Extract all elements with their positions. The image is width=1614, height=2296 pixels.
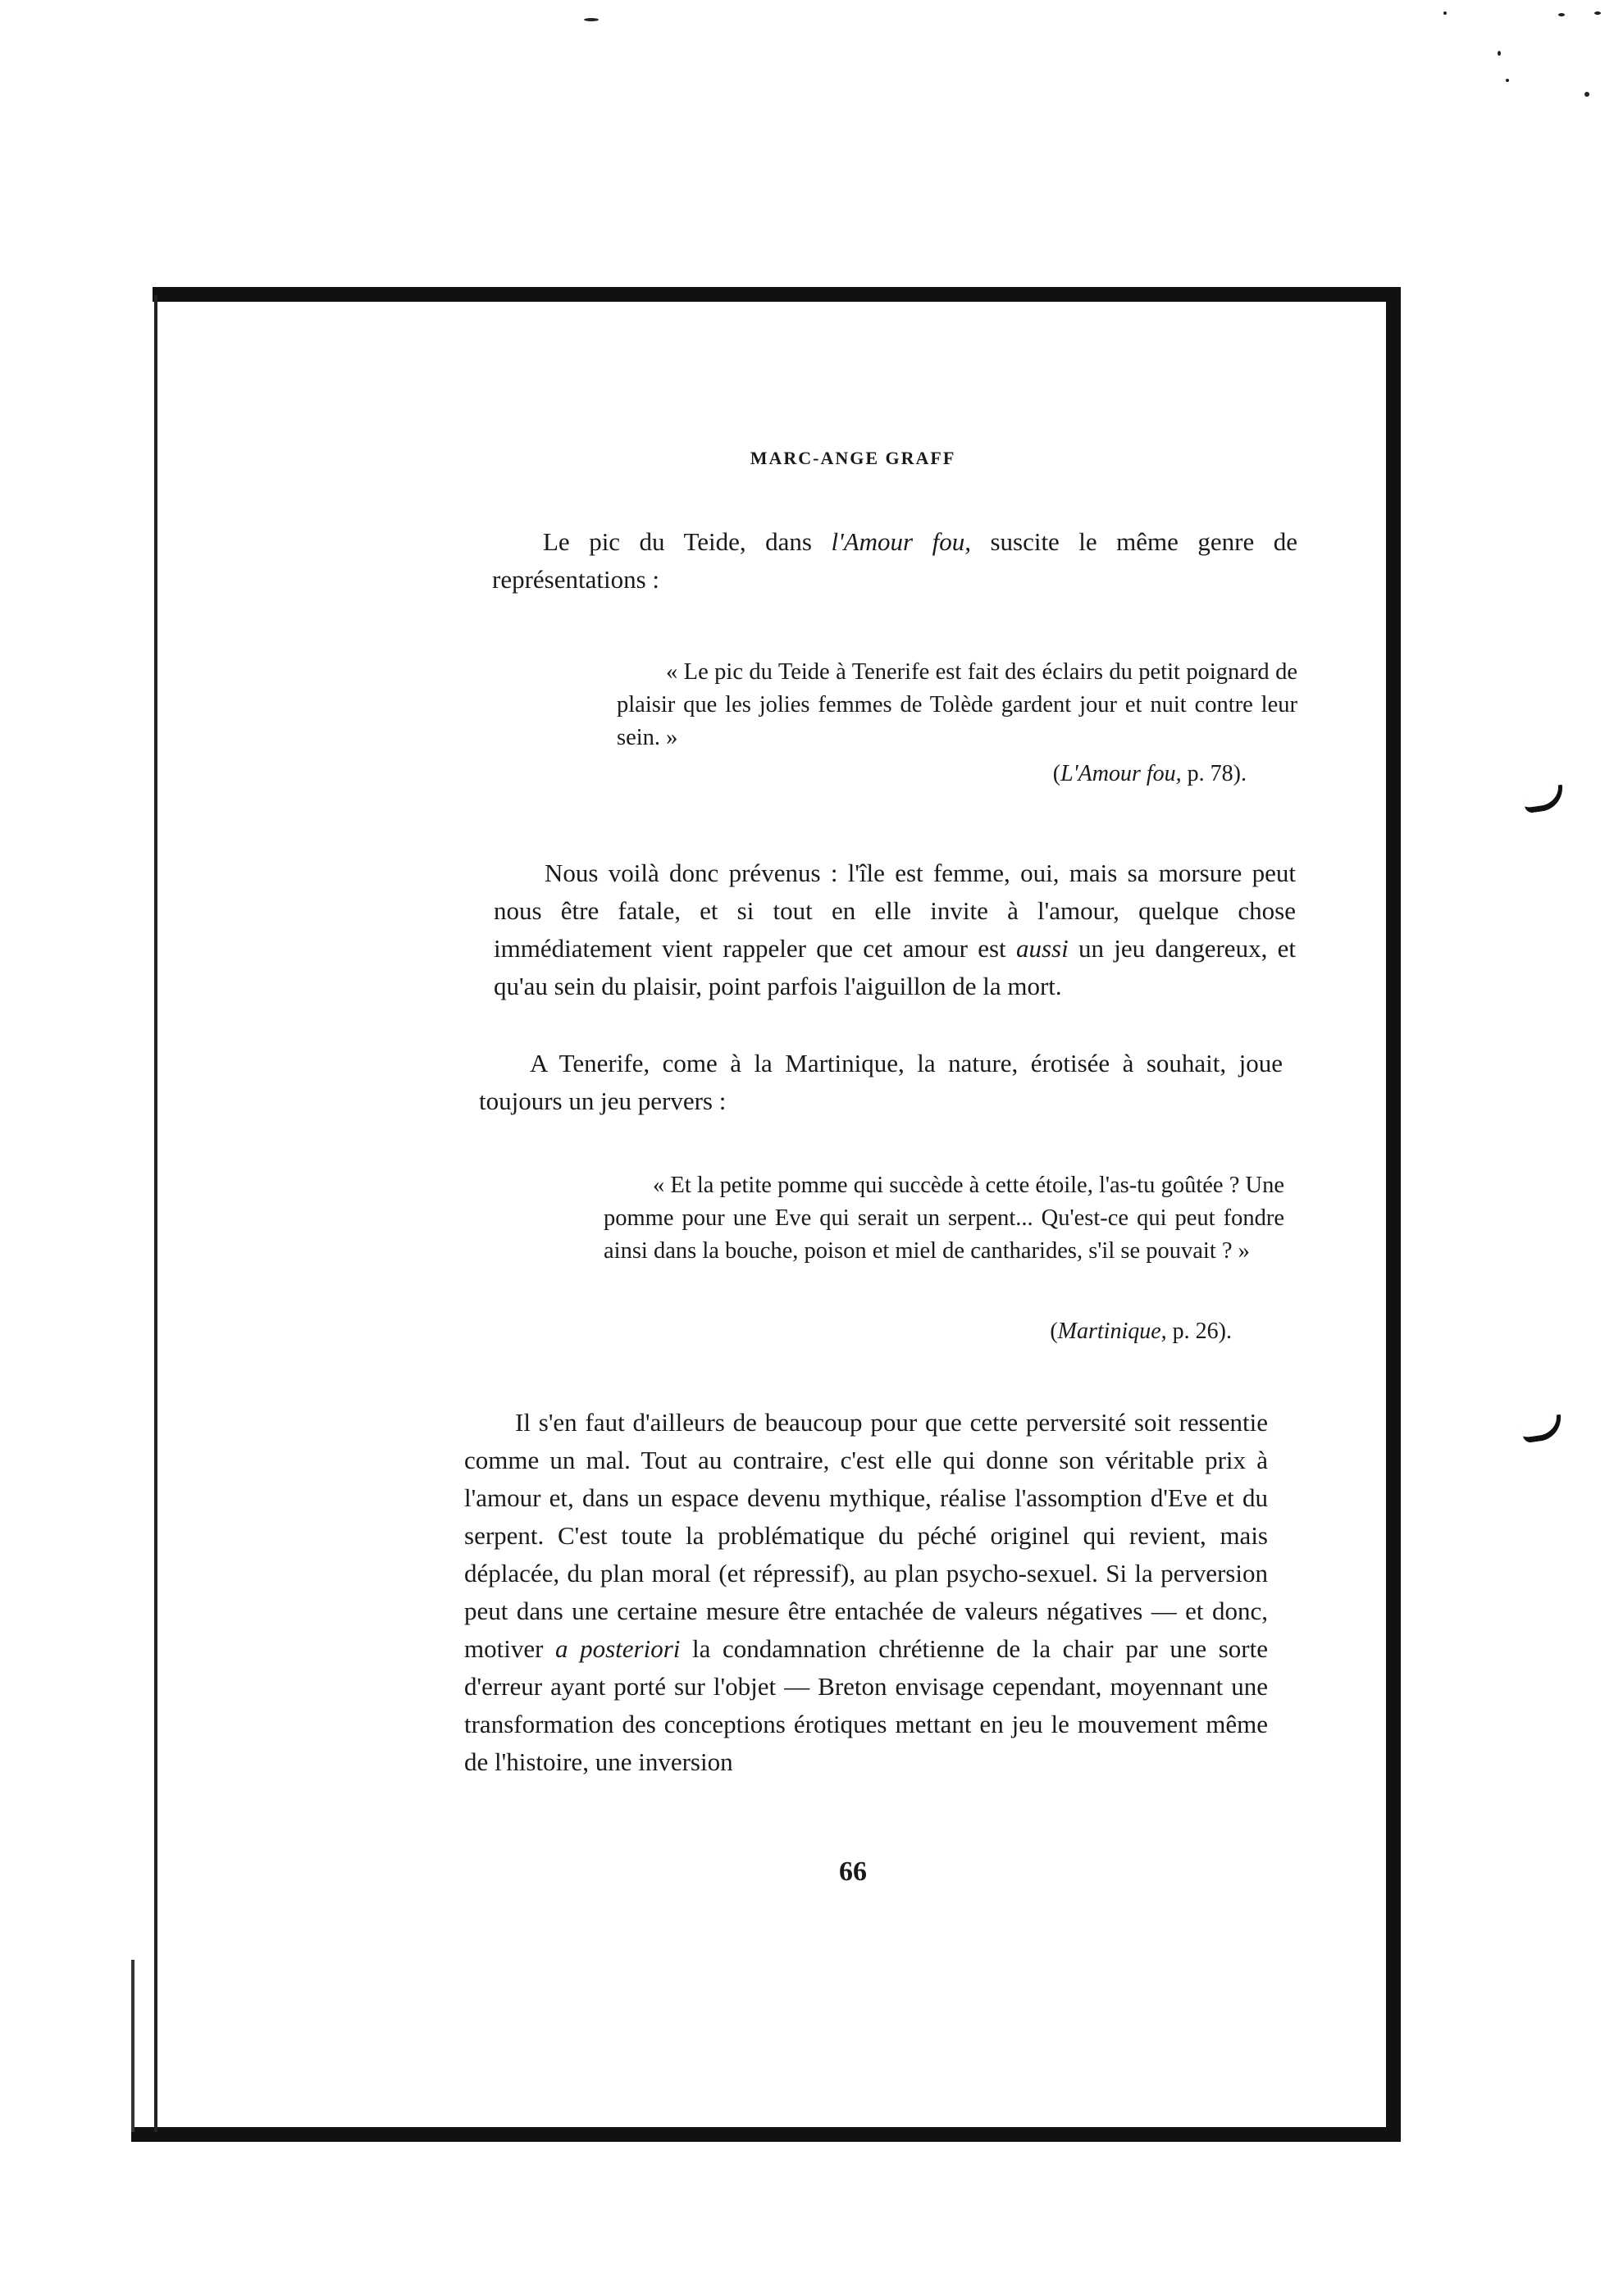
- scan-speck: [1506, 79, 1509, 82]
- paragraph-warning: Nous voilà donc prévenus : l'île est femme, oui, mais sa morsure peut nous être fatale, et si tout en elle invite à l'amour, quelque chose immédiatement vient rappeler que cet amour est aussi un jeu dangereux, et qu'au sein du plaisir, point parfois l'aiguillon de la mort.: [494, 859, 1296, 1000]
- block-quote-martinique: « Et la petite pomme qui succède à cette étoile, l'as-tu goûtée ? Une pomme pour une Eve qui serait un serpent... Qu'est-ce qui peut fondre ainsi dans la bouche, poison et miel de cantharides, s'il se pouvait ? »: [604, 1173, 1284, 1264]
- scan-speck: [1584, 92, 1589, 97]
- citation-martinique: (Martinique, p. 26).: [1050, 1319, 1232, 1344]
- running-head: MARC-ANGE GRAFF: [750, 448, 956, 468]
- scan-border-bottom: [131, 2127, 1401, 2142]
- scan-speck: [1443, 11, 1447, 15]
- scan-border-top: [153, 287, 1401, 302]
- scan-speck: [1498, 51, 1501, 56]
- page-number: 66: [839, 1856, 867, 1887]
- scan-speck: [1558, 13, 1565, 16]
- paragraph-tenerife: A Tenerife, come à la Martinique, la nature, érotisée à souhait, joue toujours un jeu pervers :: [479, 1049, 1283, 1115]
- scan-speck: [1594, 11, 1601, 15]
- margin-mark: [1521, 1414, 1564, 1444]
- paragraph-intro: Le pic du Teide, dans l'Amour fou, suscite le même genre de représentations :: [492, 527, 1298, 594]
- scan-border-left-lower: [131, 1960, 134, 2132]
- scan-speck: [584, 18, 599, 21]
- block-quote-amour-fou: « Le pic du Teide à Tenerife est fait des éclairs du petit poignard de plaisir que les jolies femmes de Tolède gardent jour et nuit contre leur sein. »: [617, 659, 1297, 750]
- paragraph-perversity: Il s'en faut d'ailleurs de beaucoup pour que cette perversité soit ressentie comme un mal. Tout au contraire, c'est elle qui donne son véritable prix à l'amour et, dans un espace devenu mythique, réalise l'assomption d'Eve et du serpent. C'est toute la problématique du péché originel qui revient, mais déplacée, du plan moral (et répressif), au plan psycho-sexuel. Si la perversion peut dans une certaine mesure être entachée de valeurs négatives — et donc, motiver a posteriori la condamnation chrétienne de la chair par une sorte d'erreur ayant porté sur l'objet — Breton envisage cependant, moyennant une transformation des conceptions érotiques mettant en jeu le mouvement même de l'histoire, une inversion: [464, 1408, 1268, 1776]
- margin-mark: [1522, 785, 1566, 814]
- citation-amour-fou: (L'Amour fou, p. 78).: [1052, 761, 1247, 786]
